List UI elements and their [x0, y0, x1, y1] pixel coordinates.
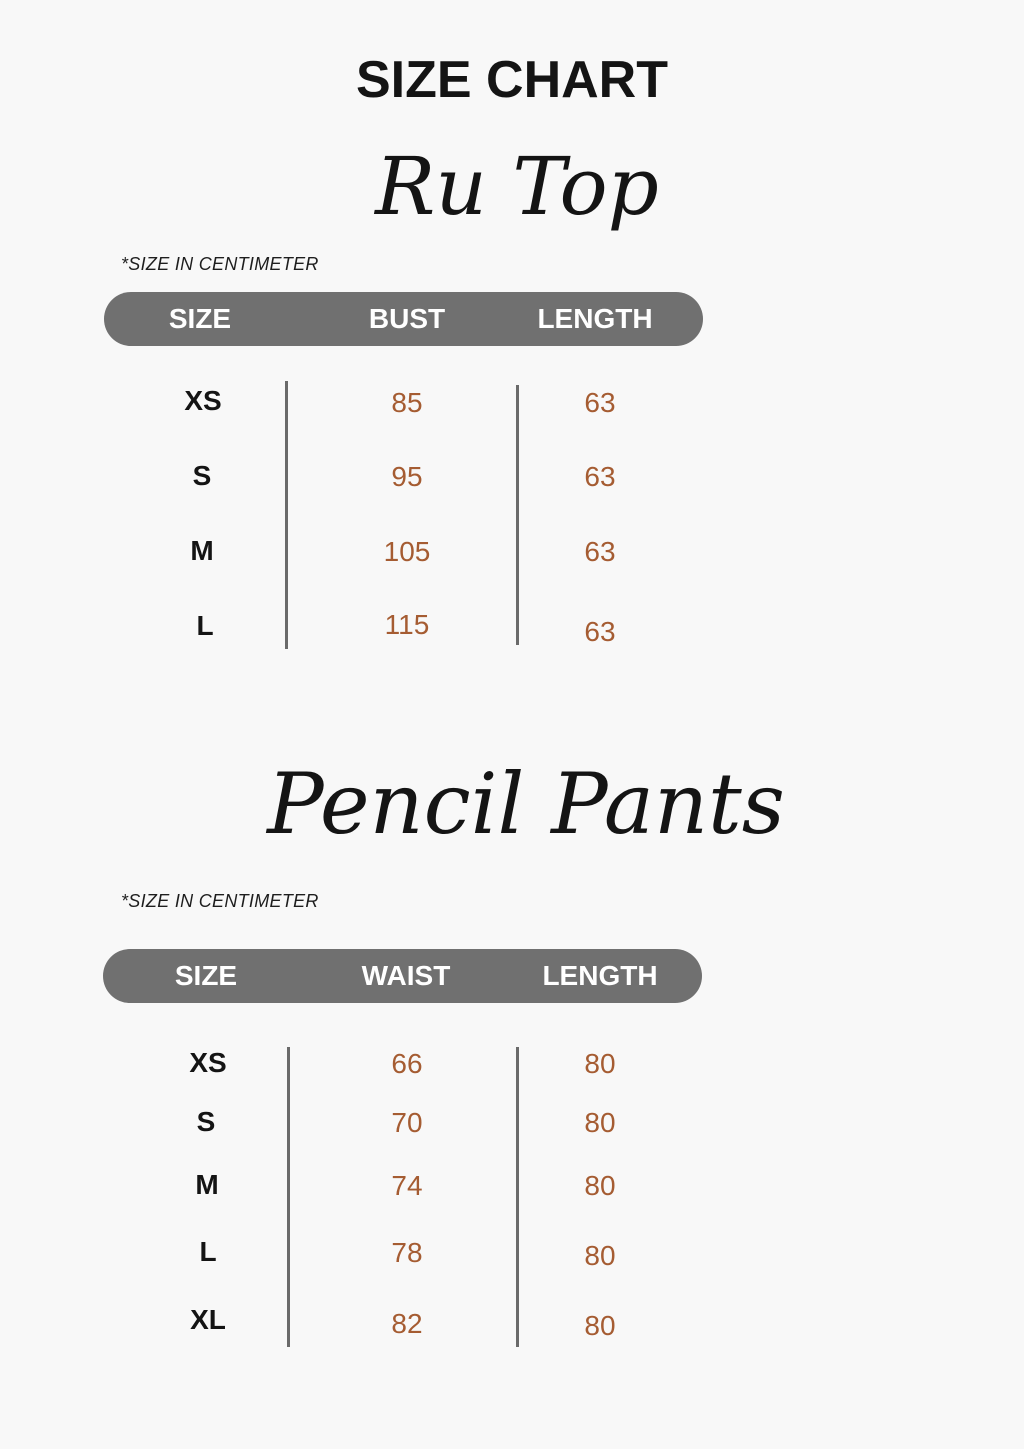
pants-row-length: 80 — [584, 1310, 616, 1341]
top-row-bust: 115 — [384, 609, 430, 640]
pants-table-header — [103, 949, 702, 1003]
pants-row-size: L — [199, 1236, 217, 1267]
top-row-bust: 105 — [383, 536, 431, 567]
top-row-length: 63 — [584, 616, 616, 647]
top-header-length: LENGTH — [537, 303, 653, 334]
top-row-length: 63 — [584, 461, 616, 492]
pants-row-size: S — [196, 1106, 216, 1137]
top-column-divider-1 — [285, 381, 288, 649]
pants-row-waist: 82 — [391, 1308, 423, 1339]
top-table-header — [104, 292, 703, 346]
pants-header-waist: WAIST — [361, 960, 451, 991]
pants-header-size: SIZE — [174, 960, 238, 991]
pants-row-size: XL — [190, 1304, 226, 1335]
top-row-size: M — [190, 535, 214, 566]
pants-row-size: M — [195, 1169, 219, 1200]
top-row-length: 63 — [584, 387, 616, 418]
pants-row-waist: 66 — [391, 1048, 423, 1079]
top-column-divider-2 — [516, 385, 519, 645]
pants-row-length: 80 — [584, 1170, 616, 1201]
top-row-size: L — [196, 610, 214, 641]
pants-row-waist: 70 — [391, 1107, 423, 1138]
top-header-size: SIZE — [168, 303, 232, 334]
pants-header-length: LENGTH — [542, 960, 658, 991]
pants-row-length: 80 — [584, 1048, 616, 1079]
page-title: SIZE CHART — [356, 51, 668, 109]
pants-row-length: 80 — [584, 1107, 616, 1138]
top-row-size: XS — [184, 385, 222, 416]
top-product-title: Ru Top — [375, 140, 659, 233]
pants-column-divider-2 — [516, 1047, 519, 1347]
pants-row-size: XS — [189, 1047, 227, 1078]
top-row-length: 63 — [584, 536, 616, 567]
pants-unit-note: *SIZE IN CENTIMETER — [121, 891, 319, 911]
pants-row-waist: 78 — [391, 1237, 423, 1268]
top-row-bust: 85 — [391, 387, 423, 418]
pants-row-length: 80 — [584, 1240, 616, 1271]
top-row-size: S — [192, 460, 212, 491]
pants-product-title: Pencil Pants — [267, 755, 785, 853]
pants-row-waist: 74 — [391, 1170, 423, 1201]
top-unit-note: *SIZE IN CENTIMETER — [121, 254, 319, 274]
top-header-bust: BUST — [368, 303, 446, 334]
top-row-bust: 95 — [391, 461, 423, 492]
pants-column-divider-1 — [287, 1047, 290, 1347]
